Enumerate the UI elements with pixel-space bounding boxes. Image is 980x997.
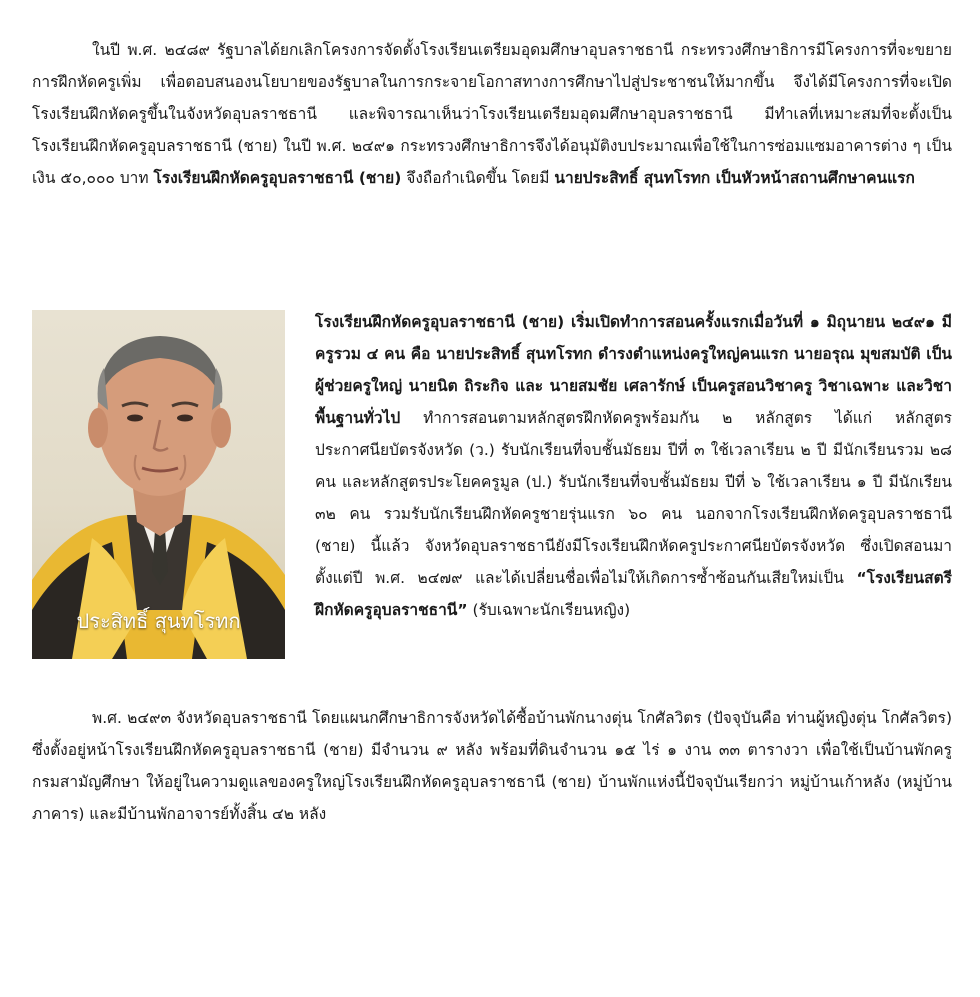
women-school-name-bold: “โรงเรียนสตรีฝึกหัดครูอุบลราชธานี”: [315, 569, 952, 619]
paragraph-3: [32, 702, 952, 830]
paragraph-1-text-c: จึงถือกำเนิดขึ้น โดยมี: [406, 169, 550, 187]
photo-caption: ประสิทธิ์ สุนทโรทก: [76, 609, 241, 633]
paragraph-2-text-b: ทำการสอนตามหลักสูตรฝึกหัดครูพร้อมกัน ๒ หลักสูตร ได้แก่ หลักสูตรประกาศนียบัตรจังหวัด (ว.) รับนักเรียนที่จบชั้นมัธยม ปีที่ ๓ ใช้เวลาเรียน ๒ ปี มีนักเรียนรวม ๒๘ คน และหลักสูตรประโยคครูมูล (ป.) รับนักเรียนที่จบชั้นมัธยม ปีที่ ๖ ใช้เวลาเรียน ๑ ปี มีนักเรียน ๓๒ คน รวมรับนักเรียนฝึกหัดครูชายรุ่นแรก ๖๐ คน นอกจากโรงเรียนฝึกหัดครูอุบลราชธานี (ชาย) นี้แล้ว จังหวัดอุบลราชธานียังมีโรงเรียนฝึกหัดครูประกาศนียบัตรจังหวัด ซึ่งเปิดสอนมาตั้งแต่ปี พ.ศ. ๒๔๗๙ และได้เปลี่ยนชื่อเพื่อไม่ให้เกิดการซ้ำซ้อนกันเสียใหม่เป็น: [315, 409, 952, 587]
paragraph-2: [32, 306, 952, 665]
first-head-bold: นายประสิทธิ์ สุนทโรทก เป็นหัวหน้าสถานศึกษาคนแรก: [554, 169, 915, 187]
paragraph-3-text: พ.ศ. ๒๔๙๓ จังหวัดอุบลราชธานี โดยแผนกศึกษาธิการจังหวัดได้ซื้อบ้านพักนางตุ่น โกศัลวิตร (ปัจจุบันคือ ท่านผู้หญิงตุ่น โกศัลวิตร) ซึ่งตั้งอยู่หน้าโรงเรียนฝึกหัดครูอุบลราชธานี (ชาย) มีจำนวน ๙ หลัง พร้อมที่ดินจำนวน ๑๕ ไร่ ๑ งาน ๓๓ ตารางวา เพื่อใช้เป็นบ้านพักครู กรมสามัญศึกษา ให้อยู่ในความดูแลของครูใหญ่โรงเรียนฝึกหัดครูอุบลราชธานี (ชาย) บ้านพักแห่งนี้ปัจจุบันเรียกว่า หมู่บ้านเก้าหลัง (หมู่บ้านภาคาร) และมีบ้านพักอาจารย์ทั้งสิ้น ๔๒ หลัง: [32, 709, 952, 823]
paragraph-1: [32, 34, 952, 194]
portrait-photo: [32, 310, 285, 659]
paragraph-2-bold-a: โรงเรียนฝึกหัดครูอุบลราชธานี (ชาย) เริ่มเปิดทำการสอนครั้งแรกเมื่อวันที่ ๑ มิถุนายน ๒๔๙๑ มีครูรวม ๔ คน คือ นายประสิทธิ์ สุนทโรทก ดำรงตำแหน่งครูใหญ่คนแรก นายอรุณ มุขสมบัติ เป็นผู้ช่วยครูใหญ่ นายนิต ถิระกิจ และ นายสมชัย เศลารักษ์ เป็นครูสอนวิชาครู วิชาเฉพาะ และวิชาพื้นฐานทั่วไป: [315, 313, 952, 427]
paragraph-1-text-a: ในปี พ.ศ. ๒๔๘๙ รัฐบาลได้ยกเลิกโครงการจัดตั้งโรงเรียนเตรียมอุดมศึกษาอุบลราชธานี กระทรวงศึกษาธิการมีโครงการที่จะขยายการฝึกหัดครูเพิ่ม เพื่อตอบสนองนโยบายของรัฐบาลในการกระจายโอกาสทางการศึกษาไปสู่ประชาชนให้มากขึ้น จึงได้มีโครงการที่จะเปิดโรงเรียนฝึกหัดครูขึ้นในจังหวัดอุบลราชธานี และพิจารณาเห็นว่าโรงเรียนเตรียมอุดมศึกษาอุบลราชธานี มีทำเลที่เหมาะสมที่จะตั้งเป็นโรงเรียนฝึกหัดครูอุบลราชธานี (ชาย) ในปี พ.ศ. ๒๔๙๑ กระทรวงศึกษาธิการจึงได้อนุมัติงบประมาณเพื่อใช้ในการซ่อมแซมอาคารต่าง ๆ เป็นเงิน ๕๐,๐๐๐ บาท: [32, 41, 952, 187]
school-name-bold: โรงเรียนฝึกหัดครูอุบลราชธานี (ชาย): [153, 169, 402, 187]
paragraph-2-text-d: (รับเฉพาะนักเรียนหญิง): [472, 601, 631, 619]
